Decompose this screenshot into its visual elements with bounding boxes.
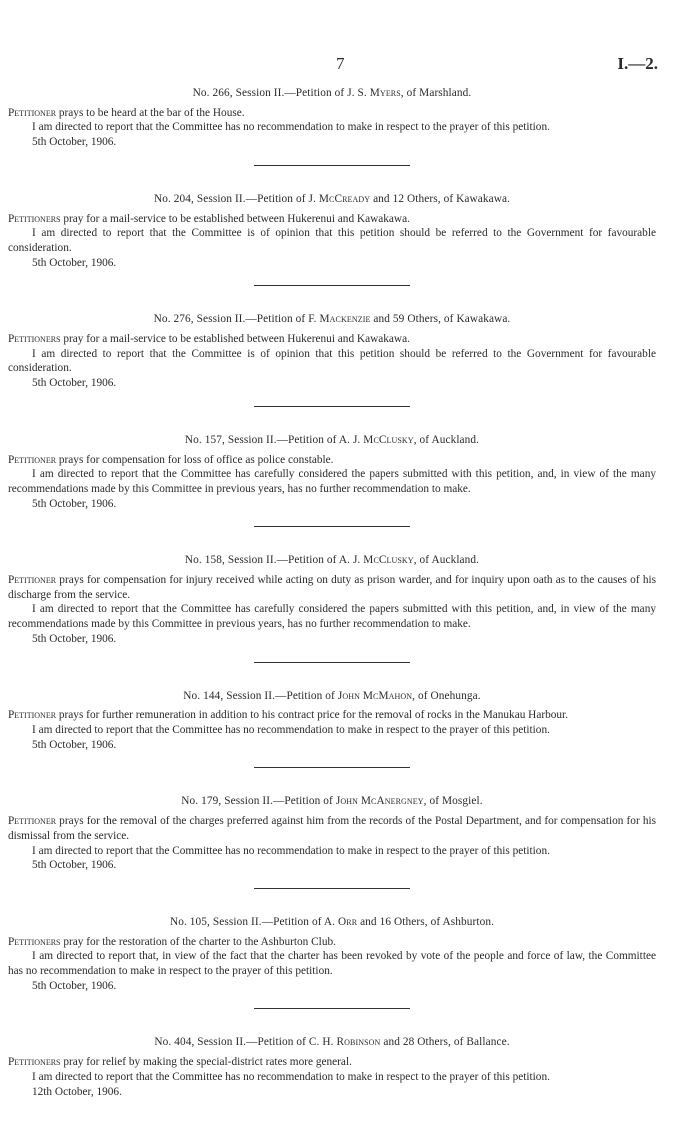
petition-prayer: Petitioners pray for relief by making the special-district rates more general.: [8, 1056, 352, 1069]
petitioner-name: McCready: [318, 192, 371, 205]
petition-entry: [8, 192, 656, 271]
petition-prayer: Petitioners pray for the restoration of the charter to the Ashburton Club.: [8, 935, 336, 948]
section-divider: [254, 526, 410, 527]
petition-title: No. 105, Session II.—Petition of A. Orr and 16 Others, of Ashburton.: [169, 915, 495, 928]
petition-entry: [8, 915, 656, 994]
petitions-list: [8, 86, 656, 1099]
petition-prayer: Petitioner prays for the removal of the charges preferred against him from the records of the Postal Department, and for compensation for his dismissal from the service.: [8, 815, 656, 842]
petition-title: No. 266, Session II.—Petition of J. S. Myers, of Marshland.: [192, 87, 472, 99]
petition-entry: [8, 553, 656, 646]
report-date: 5th October, 1906.: [32, 136, 117, 149]
petition-title: No. 158, Session II.—Petition of A. J. McClusky, of Auckland.: [184, 554, 480, 567]
petition-prayer: Petitioner prays for further remuneration in addition to his contract price for the removal of rocks in the Manukau Harbour.: [8, 709, 569, 722]
section-divider: [254, 662, 410, 663]
petitioner-name: McClusky: [363, 554, 414, 567]
section-divider: [254, 888, 410, 889]
document-reference: I.—2.: [617, 54, 658, 73]
section-divider: [254, 767, 410, 768]
committee-report: I am directed to report that the Committee has no recommendation to make in respect to the prayer of this petition.: [32, 844, 550, 857]
petitioner-name: Myers: [369, 87, 401, 99]
section-divider: [254, 406, 410, 407]
committee-report: I am directed to report that the Committee has carefully considered the papers submitted with this petition, and, in view of the many recommendations made by this Committee in previous years, has no further recommendation to make.: [8, 468, 656, 495]
petition-title: No. 179, Session II.—Petition of John McAnergney, of Mosgiel.: [181, 795, 483, 808]
petition-title: No. 276, Session II.—Petition of F. Mackenzie and 59 Others, of Kawakawa.: [153, 313, 511, 326]
committee-report: I am directed to report that the Committee has no recommendation to make in respect to the prayer of this petition.: [32, 723, 550, 736]
petition-title: No. 204, Session II.—Petition of J. McCready and 12 Others, of Kawakawa.: [153, 192, 511, 205]
petitioner-name: McClusky: [363, 433, 414, 446]
petition-entry: [8, 689, 656, 753]
committee-report: I am directed to report that the Committee has no recommendation to make in respect to the prayer of this petition.: [32, 121, 550, 134]
petition-prayer: Petitioner prays for compensation for loss of office as police constable.: [8, 453, 334, 466]
committee-report: I am directed to report that the Committee is of opinion that this petition should be referred to the Government for favourable consideration.: [8, 347, 656, 375]
petition-entry: [8, 86, 656, 150]
petition-prayer: Petitioners pray for a mail-service to be established between Hukerenui and Kawakawa.: [8, 333, 410, 346]
report-date: 5th October, 1906.: [32, 859, 117, 872]
petitioner-name: Orr: [338, 915, 358, 928]
report-date: 5th October, 1906.: [32, 632, 117, 645]
report-date: 5th October, 1906.: [32, 979, 117, 992]
page-number: 7: [336, 54, 345, 73]
petition-title: No. 157, Session II.—Petition of A. J. McClusky, of Auckland.: [184, 433, 480, 446]
petition-prayer: Petitioner prays for compensation for injury received while acting on duty as prison warder, and for inquiry upon oath as to the causes of his discharge from the service.: [8, 574, 656, 601]
committee-report: I am directed to report that, in view of the fact that the charter has been revoked by vote of the people and force of law, the Committee has no recommendation to make in respect to the prayer of this petition.: [8, 950, 656, 978]
petitioner-name: Mackenzie: [319, 313, 371, 326]
petition-entry: [8, 433, 656, 512]
report-date: 5th October, 1906.: [32, 497, 117, 510]
petition-entry: [8, 794, 656, 873]
committee-report: I am directed to report that the Committee has carefully considered the papers submitted with this petition, and, in view of the many recommendations made by this Committee in previous years, has no further recommendation to make.: [8, 603, 656, 631]
petitioner-name: John McMahon: [337, 689, 413, 702]
report-date: 5th October, 1906.: [32, 377, 117, 390]
petition-entry: [8, 1035, 656, 1099]
report-date: 12th October, 1906.: [32, 1085, 122, 1098]
report-date: 5th October, 1906.: [32, 256, 117, 269]
section-divider: [254, 165, 410, 166]
petition-title: No. 404, Session II.—Petition of C. H. Robinson and 28 Others, of Ballance.: [154, 1036, 510, 1049]
page-header: [0, 54, 700, 76]
petition-prayer: Petitioners pray for a mail-service to be established between Hukerenui and Kawakawa.: [8, 212, 410, 225]
section-divider: [254, 1008, 410, 1009]
report-date: 5th October, 1906.: [32, 738, 117, 751]
petition-entry: [8, 312, 656, 391]
petitioner-name: Robinson: [336, 1036, 381, 1049]
committee-report: I am directed to report that the Committee has no recommendation to make in respect to the prayer of this petition.: [32, 1070, 550, 1083]
section-divider: [254, 285, 410, 286]
committee-report: I am directed to report that the Committee is of opinion that this petition should be referred to the Government for favourable consideration.: [8, 227, 656, 254]
petitioner-name: John McAnergney: [335, 795, 424, 808]
petition-title: No. 144, Session II.—Petition of John McMahon, of Onehunga.: [183, 689, 481, 702]
petition-prayer: Petitioner prays to be heard at the bar of the House.: [8, 106, 245, 119]
